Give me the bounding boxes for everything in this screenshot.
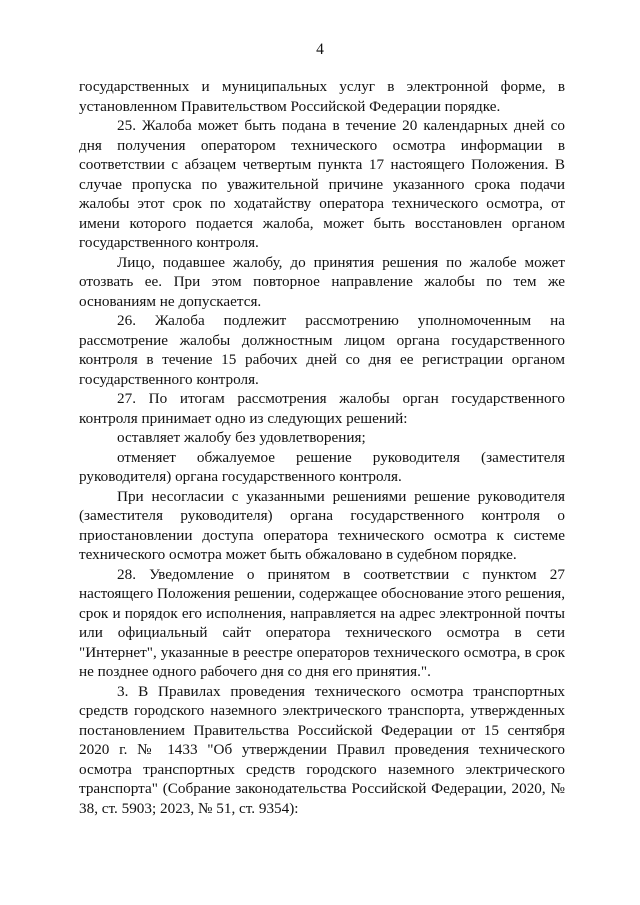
paragraph-decision-2: отменяет обжалуемое решение руководителя (заместителя руководителя) органа государственного контроля. [79,448,565,485]
paragraph-item-3: 3. В Правилах проведения технического осмотра транспортных средств городского наземного электрического транспорта, утвержденных постановлением Правительства Российской Федерации от 15 сентября 2020 г. № 1433 "Об утверждении Правил проведения технического осмотра транспортных средств городского наземного электрического транспорта" (Собрание законодательства Российской Федерации, 2020, № 38, ст. 5903; 2023, № 51, ст. 9354): [79,682,565,817]
paragraph-continuation: государственных и муниципальных услуг в электронной форме, в установленном Правительством Российской Федерации порядке. [79,78,565,115]
paragraph-withdrawal: Лицо, подавшее жалобу, до принятия решения по жалобе может отозвать ее. При этом повторное направление жалобы по тем же основаниям не допускается. [79,253,565,310]
paragraph-decision-1: оставляет жалобу без удовлетворения; [117,429,366,446]
paragraph-item-28: 28. Уведомление о принятом в соответствии с пунктом 27 настоящего Положения решении, содержащее обоснование этого решения, срок и порядок его исполнения, направляется на адрес электронной почты или официальный сайт оператора технического осмотра в сети "Интернет", указанные в реестре операторов технического осмотра, в срок не позднее одного рабочего дня со дня его принятия.". [79,565,566,680]
paragraph-item-25: 25. Жалоба может быть подана в течение 20 календарных дней со дня получения оператором технического осмотра информации в соответствии с абзацем четвертым пункта 17 настоящего Положения. В случае пропуска по уважительной причине указанного срока подачи жалобы этот срок по ходатайству оператора технического осмотра, от имени которого подается жалоба, может быть восстановлен органом государственного контроля. [79,117,565,251]
paragraph-disagreement: При несогласии с указанными решениями решение руководителя (заместителя руководителя) органа государственного контроля о приостановлении доступа оператора технического осмотра к системе технического осмотра может быть обжаловано в судебном порядке. [79,487,565,563]
paragraph-item-26: 26. Жалоба подлежит рассмотрению уполномоченным на рассмотрение жалобы должностным лицом органа государственного контроля в течение 15 рабочих дней со дня ее регистрации органом государственного контроля. [79,312,565,388]
document-body [79,77,565,818]
paragraph-item-27: 27. По итогам рассмотрения жалобы орган государственного контроля принимает одно из следующих решений: [79,390,565,427]
page-number: 4 [316,41,324,58]
